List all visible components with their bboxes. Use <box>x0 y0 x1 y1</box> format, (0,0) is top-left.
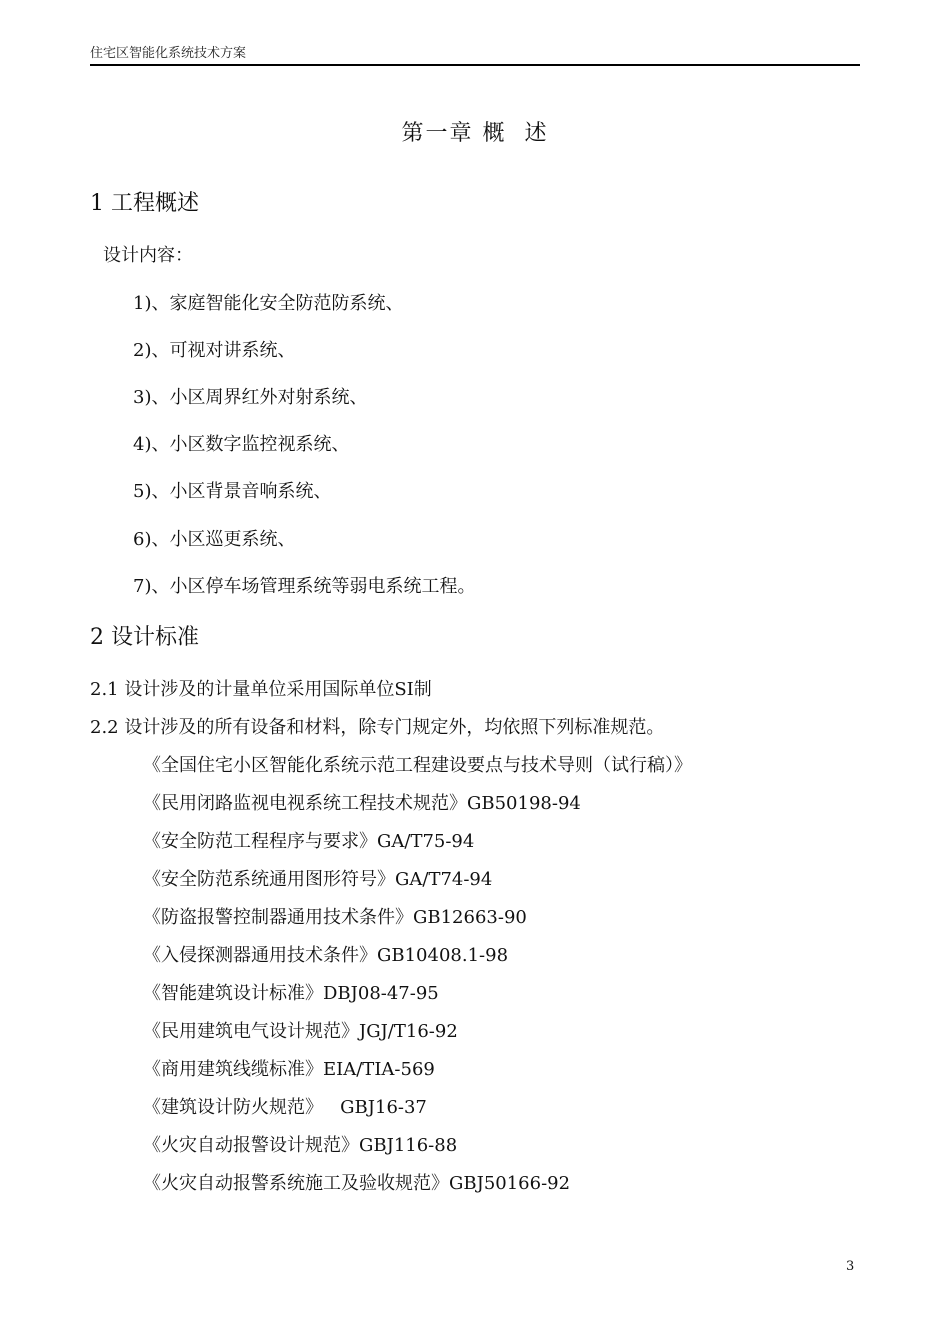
design-content-label: 设计内容： <box>103 245 193 266</box>
standard-item: 《商用建筑线缆标准》EIA/TIA-569 <box>143 1059 435 1080</box>
standard-item: 《火灾自动报警系统施工及验收规范》GBJ50166-92 <box>143 1173 571 1194</box>
standard-item: 《民用闭路监视电视系统工程技术规范》GB50198-94 <box>143 793 581 814</box>
standard-item: 《入侵探测器通用技术条件》GB10408.1-98 <box>143 945 509 966</box>
standard-item: 《全国住宅小区智能化系统示范工程建设要点与技术导则（试行稿）》 <box>143 755 692 776</box>
standard-item: 《安全防范系统通用图形符号》GA/T74-94 <box>143 869 493 890</box>
list-item: 2)、可视对讲系统、 <box>133 340 296 361</box>
list-item: 1)、家庭智能化安全防范防系统、 <box>133 293 404 314</box>
clause-2-1: 2.1 设计涉及的计量单位采用国际单位SI制 <box>90 679 432 700</box>
standard-item: 《建筑设计防火规范》 GBJ16-37 <box>143 1097 427 1118</box>
page-number: 3 <box>846 1259 855 1274</box>
list-item: 3)、小区周界红外对射系统、 <box>133 387 368 408</box>
standard-item: 《智能建筑设计标准》DBJ08-47-95 <box>143 983 439 1004</box>
list-item: 7)、小区停车场管理系统等弱电系统工程。 <box>133 576 476 597</box>
standard-item: 《民用建筑电气设计规范》JGJ/T16-92 <box>143 1021 458 1042</box>
list-item: 5)、小区背景音响系统、 <box>133 481 332 502</box>
chapter-title: 第一章 概 述 <box>401 121 549 146</box>
list-item: 4)、小区数字监控视系统、 <box>133 434 350 455</box>
clause-2-2: 2.2 设计涉及的所有设备和材料，除专门规定外，均依照下列标准规范。 <box>90 717 665 738</box>
list-item: 6)、小区巡更系统、 <box>133 529 296 550</box>
standard-item: 《安全防范工程程序与要求》GA/T75-94 <box>143 831 475 852</box>
document-header-title: 住宅区智能化系统技术方案 <box>90 46 247 61</box>
page-header <box>90 42 860 66</box>
section-heading-project-overview: 1 工程概述 <box>90 191 199 216</box>
standard-item: 《防盗报警控制器通用技术条件》GB12663-90 <box>143 907 527 928</box>
section-heading-design-standards: 2 设计标准 <box>90 625 199 650</box>
standard-item: 《火灾自动报警设计规范》GBJ116-88 <box>143 1135 458 1156</box>
